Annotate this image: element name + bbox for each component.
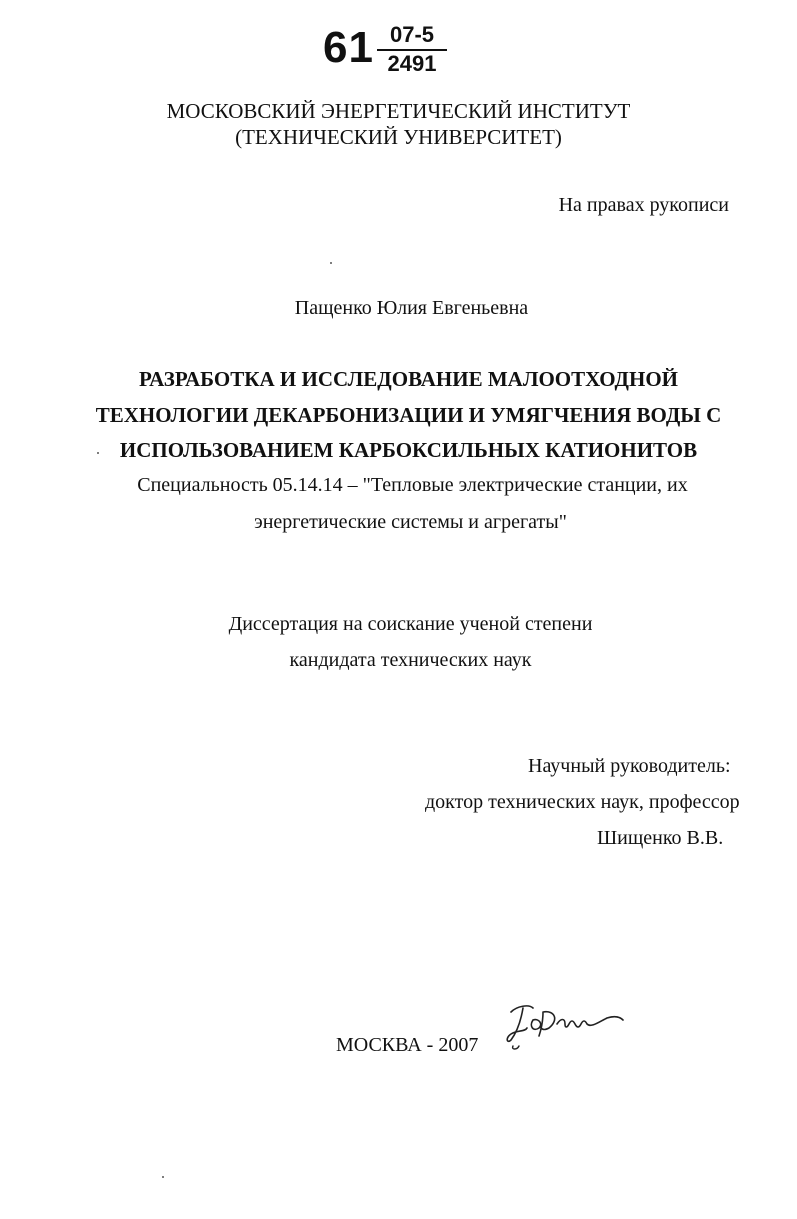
specialty-line-1: Специальность 05.14.14 – "Тепловые электрические станции, их <box>137 474 688 496</box>
title-line-2: ТЕХНОЛОГИИ ДЕКАРБОНИЗАЦИИ И УМЯГЧЕНИЯ ВОДЫ С <box>95 403 722 427</box>
stamp-main-number: 61 <box>323 23 374 72</box>
library-code-stamp <box>323 22 453 82</box>
supervisor-label: Научный руководитель: <box>528 755 731 777</box>
institute-name: МОСКОВСКИЙ ЭНЕРГЕТИЧЕСКИЙ ИНСТИТУТ <box>166 99 631 123</box>
city-year: МОСКВА - 2007 <box>336 1034 479 1056</box>
author-name: Пащенко Юлия Евгеньевна <box>294 297 529 319</box>
handwritten-signature <box>503 998 627 1054</box>
dissertation-degree-line-2: кандидата технических наук <box>289 649 532 671</box>
title-line-1: РАЗРАБОТКА И ИССЛЕДОВАНИЕ МАЛООТХОДНОЙ <box>139 367 678 391</box>
stamp-top-number: 07-5 <box>389 22 435 47</box>
institute-subtitle: (ТЕХНИЧЕСКИЙ УНИВЕРСИТЕТ) <box>235 125 562 149</box>
scan-speck <box>97 452 99 454</box>
supervisor-degree: доктор технических наук, профессор <box>425 791 740 813</box>
title-line-3: ИСПОЛЬЗОВАНИЕМ КАРБОКСИЛЬНЫХ КАТИОНИТОВ <box>119 438 698 462</box>
stamp-bottom-number: 2491 <box>387 51 437 76</box>
scan-speck <box>162 1176 164 1178</box>
manuscript-rights-note: На правах рукописи <box>558 194 729 216</box>
specialty-line-2: энергетические системы и агрегаты" <box>254 511 567 533</box>
scan-speck <box>330 262 332 264</box>
supervisor-name: Шищенко В.В. <box>597 827 724 849</box>
dissertation-degree-line-1: Диссертация на соискание ученой степени <box>228 613 593 635</box>
